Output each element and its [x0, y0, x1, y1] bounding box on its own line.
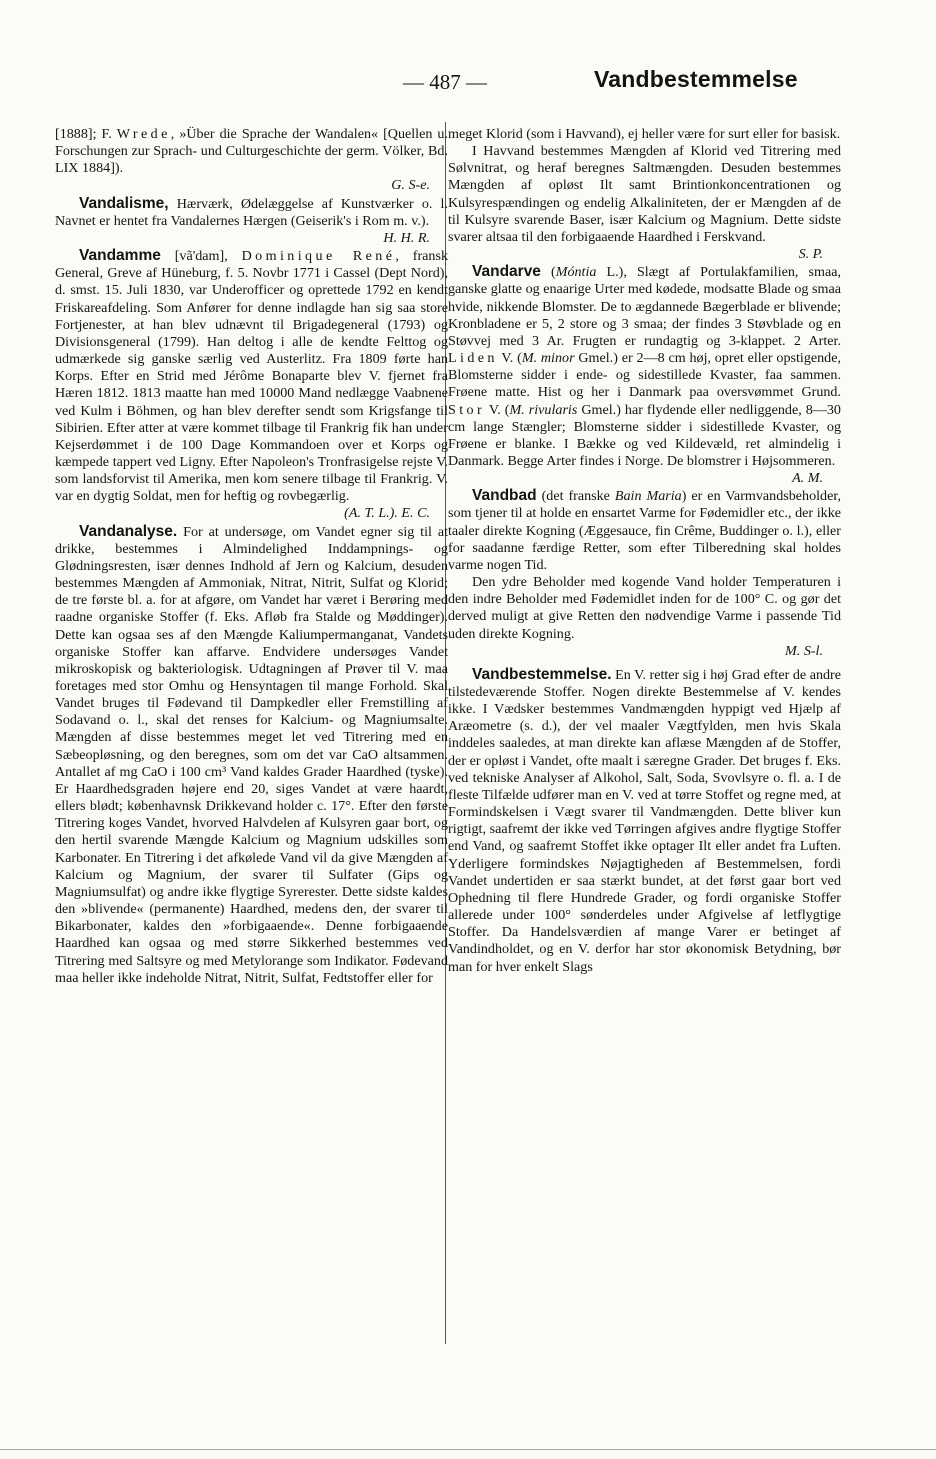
entry-vandbestemmelse [448, 666, 841, 976]
signature: S. P. [798, 246, 823, 263]
entry-text: (det franske [536, 488, 615, 505]
entry-paragraph: Den ydre Beholder med kogende Vand holder Temperaturen i den indre Beholder med Fødemidlet inden for de 100° C. og gør det derved muligt at give Retten den nødvendige Varme i passende Tid uden direkte Kogning. [448, 574, 841, 642]
latin-name: M. minor [521, 350, 575, 367]
entry-vandamme [55, 247, 448, 505]
left-column [55, 126, 448, 987]
pronunciation: [vã'dam], [160, 248, 242, 265]
entry-text: , fransk General, Greve af Hüneburg, f. 5. Novbr 1771 i Cassel (Dept Nord), d. smst. 15. Juli 1830, var Underofficer og oprettede 1792 en kendt Friskareafdeling. Som Anfører for denne indlagde han sig saa store Fortjenester, at han blev udnævnt til Brigadegeneral (1793) og Divisionsgeneral (1799). Han deltog i alle de kendte Felttog og udmærkede sig ganske særlig ved Austerlitz. Fra 1809 førte han Korps. Efter en Strid med Jérôme Bonaparte blev V. fjernet fra Hæren 1812. 1813 maatte han med 10000 Mand nedlægge Vaabnene ved Kulm i Böhmen, og han blev derefter sendt som Krigsfange til Sibirien. Efter atter at være kommet tilbage til Frankrig fik han under Kejserdømmet i de 100 Dage Kommandoen over et Korps og kæmpede tappert ved Ligny. Efter Napoleon's Tronfrasigelse rejste V. som landsforvist til Amerika, men kom senere tilbage til Frankrig. V. var en dygtig Soldat, men for heftig og rovbegærlig. [55, 248, 448, 505]
signature: G. S-e. [391, 177, 430, 194]
author-name-wrede: Wrede [116, 126, 171, 142]
species-name: Liden [448, 350, 498, 367]
entry-vandbad [448, 487, 841, 574]
continuation-text: meget Klorid (som i Havvand), ej heller være for surt eller for basisk. [448, 126, 841, 142]
headword: Vandamme [79, 247, 161, 265]
running-head: Vandbestemmelse [594, 66, 798, 92]
headword: Vandalisme, [79, 194, 169, 212]
page-number: — 487 — [403, 70, 487, 94]
right-column [448, 126, 841, 976]
signature: H. H. R. [383, 229, 430, 246]
text: , »Über die Sprache der Wandalen« [Quellen u. Forschungen zur Sprach- und Culturgeschichte der germ. Völker, Bd. LIX 1884]). [55, 126, 448, 177]
latin-name: Móntia [555, 264, 597, 281]
signature: (A. T. L.). E. C. [344, 505, 430, 522]
text: [1888]; F. [55, 126, 117, 142]
entry-vandarve: Vandarve (Móntia L.), Slægt af Portulakfamilien, smaa, ganske glatte og enaarige Urter med kødede, modsatte Blade og smaa hvide, nikkende Blomster. De to ægdannede Bægerblade er blivende; Kronbladene er 5, 2 store og 3 smaa; der findes 3 Støvblade og en Støvvej med 3 Ar. Frugten er rundagtig og 3-klappet. 2 Arter. Liden V. (M. minor Gmel.) er 2—8 cm høj, opret eller opstigende, Blomsterne sidder i ende- og sidestillede Kvaster, faa sammen. Frøene matte. Hist og her i Danmark paa oversvømmet Grund. Stor V. (M. rivularis Gmel.) har flydende eller nedliggende, 8—30 cm lange Stængler; Blomsterne sidder i sidestillede Kvaster, og Frøene er blanke. I Bække og ved Kildevæld, ret almindelig i Danmark. Begge Arter findes i Norge. De blomstrer i Højsommeren. [448, 263, 841, 469]
entry-text: Hærværk, Ødelæggelse af Kunstværker o. l. Navnet er hentet fra Vandalernes Hærgen (Geiserik's i Rom m. v.). [55, 195, 448, 229]
entry-text: Gmel.) er 2—8 cm høj, opret eller opstigende, Blomsterne sidder i ende- og sidestillede Kvaster, faa sammen. Frøene matte. Hist og her i Danmark paa oversvømmet Grund. [448, 350, 841, 401]
entry-text: L.), Slægt af Portulakfamilien, smaa, ganske glatte og enaarige Urter med kødede, modsatte Blade og smaa hvide, nikkende Blomster. De to ægdannede Bægerblade er blivende; Kronbladene er 5, 2 store og 3 smaa; der findes 3 Støvblade og en Støvvej med 3 Ar. Frugten er rundagtig og 3-klappet. 2 Arter. [448, 264, 841, 349]
entry-text: For at undersøge, om Vandet egner sig til at drikke, bestemmes i Almindelighed Inddampnings- og Glødningsresten, især dennes Indhold af Jern og Kalcium, desuden bestemmes Mængden af Ammoniak, Nitrat, Nitrit, Sulfat og Klorid; de tre første bl. a. for at afgøre, om Vandet har været i Berøring med raadne organiske Stoffer (f. Eks. Afløb fra Stalde og Møddinger). Dette kan ogsaa ses af den Mængde Kaliumpermanganat, Vandets organiske Stoffer kan affarve. Endvidere undersøges Vandet mikroskopisk og bakteriologisk. Udtagningen af Prøver til V. maa foretages med stor Omhu og Hensyntagen til mange Forhold. Skal Vandet bruges til Fødevand til Dampkedler eller Fremstilling af Sodavand o. l., skal det renses for Kalcium- og Magniumsalte. Mængden af disse bestemmes meget let ved Titrering med en Sæbeopløsning, og den beregnes, som om det var CaO altsammen. Antallet af mg CaO i 100 cm³ Vand kaldes Grader Haardhed (tyske). Er Haardhedsgraden højere end 20, siges Vandet at være haardt, ellers blødt; københavnsk Drikkevand holder c. 17°. Efter den første Titrering koges Vandet, hvorved Halvdelen af Kulsyren gaar bort, og den hertil svarende Mængde Kalcium og Magnium udskilles som Karbonater. En Titrering i det afkølede Vand vil da give Mængden af Kalcium og Magnium, der svarer til Sulfater (Gips og Magniumsulfat) og andre ikke flygtige Syrerester. Dette sidste kaldes den »blivende« (permanente) Haardhed, medens den, der svarer til Bikarbonater, kaldes den »forbigaaende«. Denne forbigaaende Haardhed kan ogsaa og med større Sikkerhed bestemmes ved Titrering med Saltsyre og med Metylorange som Indikator. Fødevand maa heller ikke indeholde Nitrat, Nitrit, Sulfat, Fedtstoffer eller for [55, 523, 448, 986]
entry-text: Gmel.) har flydende eller nedliggende, 8—30 cm lange Stængler; Blomsterne sidder i sidestillede Kvaster, og Frøene er blanke. I Bække og ved Kildevæld, ret almindelig i Danmark. Begge Arter findes i Norge. De blomstrer i Højsommeren. [448, 401, 841, 469]
signature: M. S-l. [785, 642, 823, 659]
headword: Vandbad [472, 487, 537, 505]
person-name: Dominique René [241, 248, 396, 265]
latin-name: M. rivularis [509, 401, 578, 418]
scan-edge [0, 1449, 936, 1450]
signature: A. M. [792, 470, 823, 487]
headword: Vandarve [472, 263, 541, 281]
headword: Vandbestemmelse. [472, 665, 612, 683]
headword: Vandanalyse. [79, 522, 178, 540]
entry-vandanalyse [55, 523, 448, 987]
entry-text: ) er en Varmvandsbeholder, som tjener til at holde en ensartet Varme for Fødemidler etc., der ikke taaler direkte Kogning (Æggesauce, fin Crême, Buddinger o. l.), eller for saadanne færdige Retter, som efter Tilberedning skal holdes varme nogen Tid. [448, 488, 841, 573]
entry-text: En V. retter sig i høj Grad efter de andre tilstedeværende Stoffer. Nogen direkte Bestemmelse af V. kendes ikke. I Vædsker bestemmes Vandmængden hyppigt ved Hjælp af Aræometre (s. d.), der vel maaler Vægtfylden, men hvis Skala inddeles saaledes, at man direkte kan aflæse Mængden af de Stoffer, der er opløst i Vandet, ofte maalt i særegne Grader. Det bruges f. Eks. ved tekniske Analyser af Alkohol, Salt, Soda, Svovlsyre o. fl. a. I de fleste Tilfælde udfører man en V. ved at tørre Stoffet og regne med, at Formindskelsen i Vægt svarer til Vandmængden. Dette bliver kun rigtigt, saafremt der ikke ved Tørringen afgives andre flygtige Stoffer end Vand, og saafremt Stoffet ikke optager Ilt eller andet fra Luften. Yderligere formindskes Nøjagtigheden af Bestemmelsen, fordi Vandet undertiden er saa stærkt bundet, at det først gaar bort ved Ophedning til flere Hundrede Grader, og fordi organiske Stoffer allerede under 100° sønderdeles under Afgivelse af letflygtige Stoffer. Da Handelsværdien af mange Varer er betinget af Vandindholdet, og en V. derfor har stor økonomisk Betydning, bør man for hver enkelt Slags [448, 666, 841, 975]
species-name: Stor [448, 401, 486, 418]
french-name: Bain Maria [614, 488, 682, 505]
continuation-paragraph: I Havvand bestemmes Mængden af Klorid ved Titrering med Sølvnitrat, og heraf beregnes Saltmængden. Desuden bestemmes Mængden af opløst Ilt samt Brintionkoncentrationen og Kulsyrespændingen og endelig Alkaliniteten, der er Mængden af de til Kulsyre svarende Baser, især Kalcium og Magnium. Dette sidste svarer altsaa til den forbigaaende Haardhed i Ferskvand. [448, 143, 841, 245]
continuation-wrede [55, 126, 448, 177]
entry-vandalisme [55, 195, 448, 230]
